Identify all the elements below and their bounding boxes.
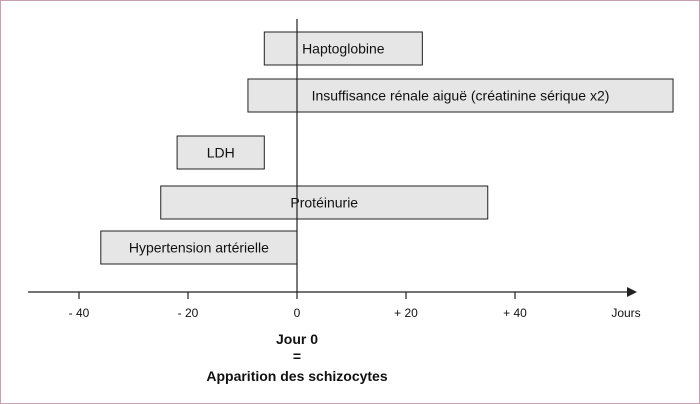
bar-label-1: Insuffisance rénale aiguë (créatinine sérique x2): [311, 87, 610, 104]
x-tick-label-4: + 40: [503, 306, 527, 320]
x-tick-label-2: 0: [293, 306, 301, 320]
bar-label-2: LDH: [206, 144, 235, 161]
x-axis-arrow: [627, 287, 637, 297]
bar-label-0: Haptoglobine: [302, 40, 385, 57]
bar-label-3: Protéinurie: [290, 194, 359, 211]
x-tick-label-3: + 20: [394, 306, 418, 320]
x-tick-label-1: - 20: [177, 306, 199, 320]
x-axis-label: Jours: [611, 306, 641, 320]
timeline-chart: [1, 1, 699, 403]
zero-caption-line-0: Jour 0: [275, 331, 319, 347]
zero-caption-line-1: =: [292, 348, 302, 364]
bar-label-4: Hypertension artérielle: [128, 239, 269, 256]
x-tick-label-0: - 40: [68, 306, 90, 320]
zero-caption-line-2: Apparition des schizocytes: [206, 368, 388, 384]
